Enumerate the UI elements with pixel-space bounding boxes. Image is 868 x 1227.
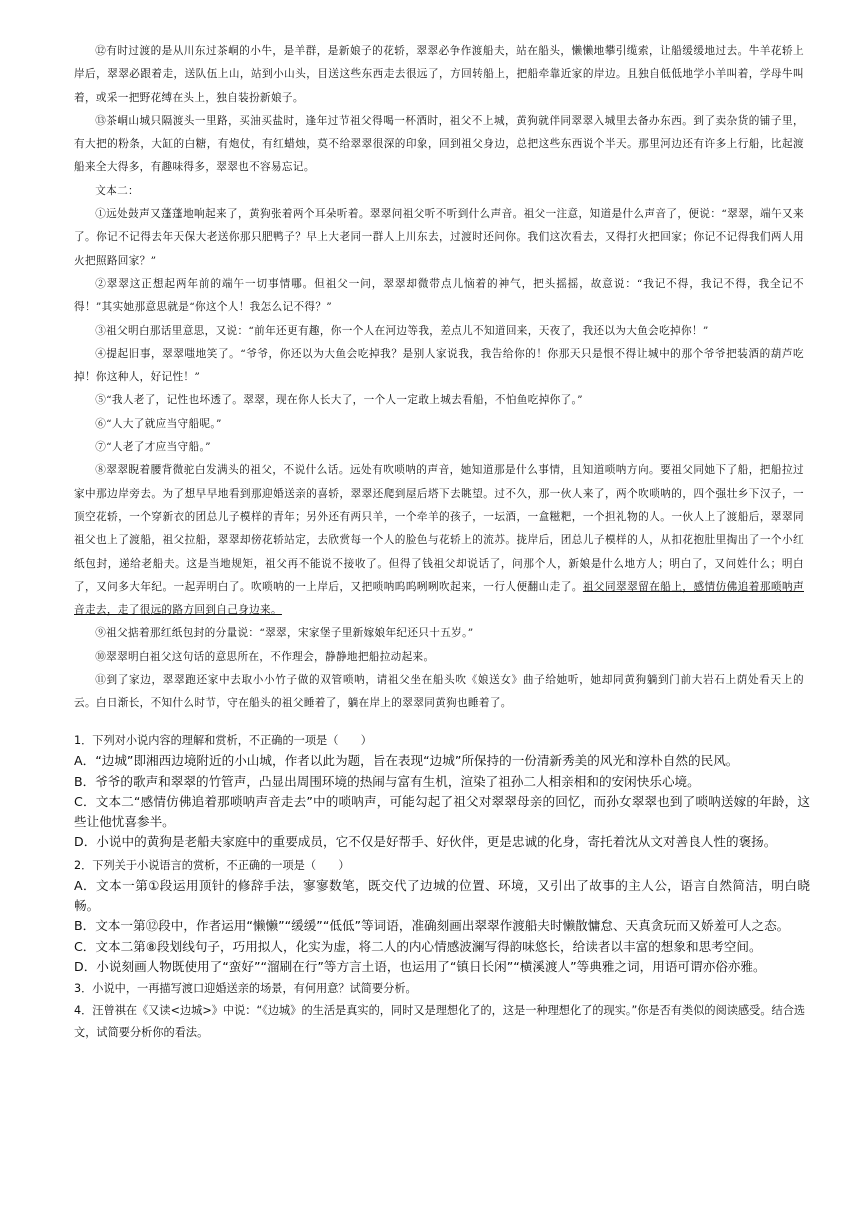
question-1-option-c: C．文本二“感情仿佛追着那唢呐声音走去”中的唢呐声，可能勾起了祖父对翠翠母亲的回忆，而孙女翠翠也到了唢呐送嫁的年龄，这些让他忧喜参半。 xyxy=(74,794,810,829)
question-2-option-b: B．文本一第⑫段中，作者运用“懒懒”“缓缓”“低低”等词语，准确刻画出翠翠作渡船夫时懒散慵怠、天真贪玩而又娇羞可人之态。 xyxy=(74,918,790,934)
paragraph-13: ⑬茶峒山城只隔渡头一里路，买油买盐时，逢年过节祖父得喝一杯酒时，祖父不上城，黄狗就伴同翠翠入城里去备办东西。到了卖杂货的铺子里，有大把的粉条，大缸的白糖，有炮仗，有红蜡烛，莫不给翠翠很深的印象，回到祖父身边，总把这些东西说个半天。那里河边还有许多上行船，比起渡船来全大得多，有趣味得多，翠翠也不容易忘记。 xyxy=(74,114,804,174)
paragraph-4: ④提起旧事，翠翠嗤地笑了。“爷爷，你还以为大鱼会吃掉我？是别人家说我，我告给你的！你那天只是恨不得让城中的那个爷爷把装酒的葫芦吃掉！你这种人，好记性！” xyxy=(74,347,804,384)
paragraph-7: ⑦“人老了才应当守船。” xyxy=(95,441,211,454)
question-1-stem: 1．下列对小说内容的理解和赏析，不正确的一项是（ ） xyxy=(74,734,372,747)
underlined-sentence: 祖父同翠翠留在船上，感情仿佛追着那唢呐声音走去，走了很远的路方回到自己身边来。 xyxy=(74,580,804,617)
question-1-option-d: D．小说中的黄狗是老船夫家庭中的重要成员，它不仅是好帮手、好伙伴，更是忠诚的化身，寄托着沈从文对善良人性的褒扬。 xyxy=(74,834,777,850)
question-2-stem: 2．下列关于小说语言的赏析，不正确的一项是（ ） xyxy=(74,858,350,872)
paragraph-8-text: ⑧翠翠睨着腰背微驼白发满头的祖父，不说什么话。远处有吹唢呐的声音，她知道那是什么事情，且知道唢呐方向。要祖父同她下了船，把船拉过家中那边岸旁去。为了想早早地看到那迎婚送亲的喜轿，翠翠还爬到屋后塔下去眺望。过不久，那一伙人来了，两个吹唢呐的，四个强壮乡下汉子，一顶空花轿，一个穿新衣的团总儿子模样的青年；另外还有两只羊，一个牵羊的孩子，一坛酒，一盒糍粑，一个担礼物的人。一伙人上了渡船后，翠翠同祖父也上了渡船，祖父拉船，翠翠却傍花轿站定，去欣赏每一个人的脸色与花轿上的流苏。拢岸后，团总儿子模样的人，从扣花抱肚里掏出了一个小红纸包封，递给老船夫。这是当地规矩，祖父再不能说不接收了。但得了钱祖父却说话了，问那个人，新娘是什么地方人；明白了，又问姓什么；明白了，又问多大年纪。一起弄明白了。吹唢呐的一上岸后，又把唢呐呜呜咧咧吹起来，一行人便翻山走了。 xyxy=(74,464,804,593)
paragraph-2: ②翠翠这正想起两年前的端午一切事情哪。但祖父一问，翠翠却微带点儿恼着的神气，把头摇摇，故意说：“我记不得，我记不得，我全记不得！”其实她那意思就是“你这个人！我怎么记不得？” xyxy=(74,277,804,314)
paragraph-1: ①远处鼓声又蓬蓬地响起来了，黄狗张着两个耳朵听着。翠翠问祖父听不听到什么声音。祖父一注意，知道是什么声音了，便说：“翠翠，端午又来了。你记不记得去年天保大老送你那只肥鸭子？早上大老同一群人上川东去，过渡时还问你。我们这次看去，又得打火把回家；你记不记得我们两人用火把照路回家？” xyxy=(74,208,804,267)
question-1-option-a: A．“边城”即湘西边境附近的小山城，作者以此为题，旨在表现“边城”所保持的一份清新秀美的风光和淳朴自然的民风。 xyxy=(74,753,739,768)
paragraph-6: ⑥“人大了就应当守船呢。” xyxy=(95,417,222,430)
paragraph-5: ⑤“我人老了，记性也坏透了。翠翠，现在你人长大了，一个人一定敢上城去看船，不怕鱼吃掉你了。” xyxy=(95,394,583,407)
paragraph-3: ③祖父明白那话里意思，又说：“前年还更有趣，你一个人在河边等我，差点儿不知道回来，天夜了，我还以为大鱼会吃掉你！” xyxy=(95,324,709,337)
text-two-label: 文本二： xyxy=(95,184,139,197)
question-2-option-d: D．小说刻画人物既使用了“蛮好”“溜刷在行”等方言土语，也运用了“镇日长闲”“横溪渡人”等典雅之词，用语可谓亦俗亦雅。 xyxy=(74,959,766,975)
question-1-option-b: B．爷爷的歌声和翠翠的竹管声，凸显出周围环境的热闹与富有生机，渲染了祖孙二人相亲相和的安闲快乐心境。 xyxy=(74,773,700,789)
reading-passage xyxy=(74,40,804,716)
paragraph-8 xyxy=(74,459,804,622)
question-2-option-a: A．文本一第①段运用顶针的修辞手法，寥寥数笔，既交代了边城的位置、环境，又引出了故事的主人公，语言自然简洁，明白晓畅。 xyxy=(74,877,810,913)
question-2-option-c: C．文本二第⑧段划线句子，巧用拟人，化实为虚，将二人的内心情感波澜写得韵味悠长，给读者以丰富的想象和思考空间。 xyxy=(74,938,762,954)
paragraph-11: ⑪到了家边，翠翠跑还家中去取小小竹子做的双管唢呐，请祖父坐在船头吹《娘送女》曲子给她听，她却同黄狗躺到门前大岩石上荫处看天上的云。白日渐长，不知什么时节，守在船头的祖父睡着了，躺在岸上的翠翠同黄狗也睡着了。 xyxy=(74,674,804,710)
question-4: 4．汪曾祺在《又读<边城>》中说：“《边城》的生活是真实的，同时又是理想化了的，这是一种理想化了的现实。”你是否有类似的阅读感受。结合选文，试简要分析你的看法。 xyxy=(74,1003,806,1039)
paragraph-9: ⑨祖父掂着那红纸包封的分量说：“翠翠，宋家堡子里新嫁娘年纪还只十五岁。” xyxy=(95,627,474,640)
paragraph-10: ⑩翠翠明白祖父这句话的意思所在，不作理会，静静地把船拉动起来。 xyxy=(95,650,435,663)
question-3: 3．小说中，一再描写渡口迎婚送亲的场景，有何用意？试简要分析。 xyxy=(74,981,417,995)
paragraph-12: ⑫有时过渡的是从川东过茶峒的小牛，是羊群，是新娘子的花轿，翠翠必争作渡船夫，站在船头，懒懒地攀引缆索，让船缓缓地过去。牛羊花轿上岸后，翠翠必跟着走，送队伍上山，站到小山头，目送这些东西走去很远了，方回转船上，把船牵靠近家的岸边。且独自低低地学小羊叫着，学母牛叫着，或采一把野花缚在头上，独自装扮新娘子。 xyxy=(74,45,804,104)
question-section xyxy=(74,730,810,1044)
